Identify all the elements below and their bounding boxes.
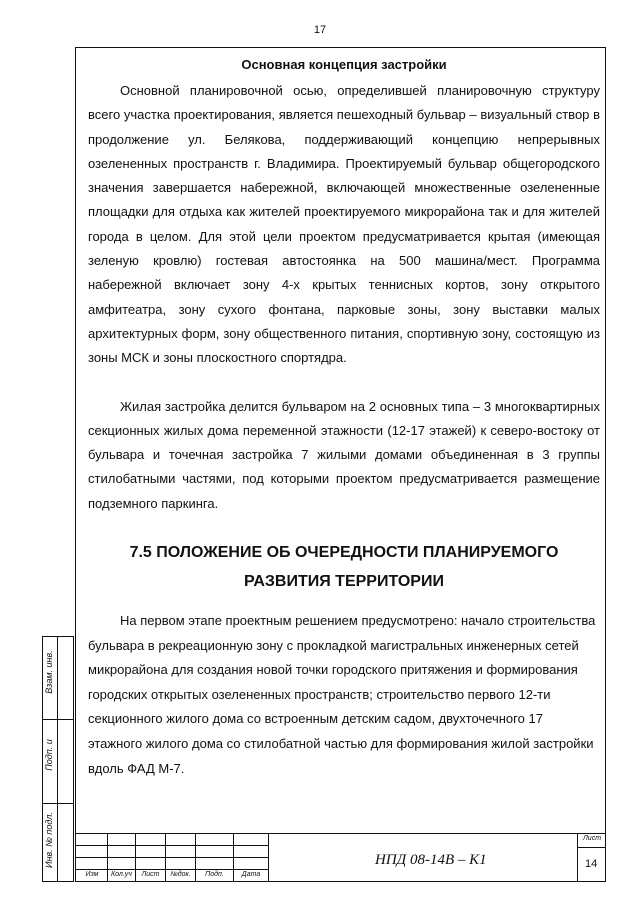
top-page-number: 17 <box>313 24 327 36</box>
section-title-line-1: 7.5 ПОЛОЖЕНИЕ ОБ ОЧЕРЕДНОСТИ ПЛАНИРУЕМОГО <box>129 544 559 562</box>
side-stamp-row-line <box>43 803 73 804</box>
section-title-phasing <box>88 538 600 596</box>
title-block-row-line <box>75 869 268 870</box>
paragraph-housing: Жилая застройка делится бульваром на 2 основных типа – 3 многоквартирных секционных жилых дома переменной этажности (12-17 этажей) к северо-востоку от бульвара и точечная застройка 7 жилыми домами объединенная в 3 группы стилобатными частями, под которыми проектом предусматривается размещение подземного паркинга. <box>88 398 600 511</box>
title-block-border <box>75 833 606 834</box>
document-code: НПД 08-14В – К1 <box>375 852 487 868</box>
title-block-header: Подп. <box>205 871 224 878</box>
side-stamp <box>42 636 74 882</box>
section-title-line-2: РАЗВИТИЯ ТЕРРИТОРИИ <box>244 573 444 591</box>
title-block-header: №док. <box>170 871 191 878</box>
sheet-number: 14 <box>585 858 598 870</box>
sheet-label: Лист <box>583 835 602 842</box>
title-block-col-line <box>577 833 578 882</box>
title-block-row-line <box>75 845 268 846</box>
title-block-header: Изм <box>85 871 99 878</box>
title-block <box>75 833 606 882</box>
side-stamp-row-line <box>43 719 73 720</box>
title-block-header: Лист <box>141 871 160 878</box>
title-block-sheet-line <box>577 847 606 848</box>
title-block-header: Дата <box>241 871 261 878</box>
side-label-replace: Взам. инв. <box>44 650 54 694</box>
title-block-row-line <box>75 857 268 858</box>
paragraph-first-stage: На первом этапе проектным решением предусмотрено: начало строительства бульвара в рекреационную зону с прокладкой магистральных инженерных сетей микрорайона для создания новой точки городского притяжения и формирования городских открытых озелененных пространств; строительство первого 12-ти секционного жилого дома со встроенным детским садом, двухточечного 17 этажного жилого дома со стилобатной частью для формирования жилой застройки вдоль ФАД М-7. <box>88 613 596 776</box>
title-block-col-line <box>268 833 269 882</box>
side-label-signature: Подп. и <box>44 739 54 771</box>
section-title-concept: Основная концепция застройки <box>241 57 447 72</box>
side-stamp-divider <box>57 637 58 881</box>
title-block-header: Кол.уч <box>111 871 132 878</box>
side-label-inventory: Инв. № подл. <box>44 812 54 868</box>
paragraph-concept: Основной планировочной осью, определившей планировочную структуру всего участка проектирования, является пешеходный бульвар – визуальный створ в продолжение ул. Белякова, поддерживающий концепцию непрерывных озелененных пространств г. Владимира. Проектируемый бульвар общегородского значения завершается набережной, включающей множественные озелененные площадки для отдыха как жителей проектируемого микрорайона так и для жителей города в целом. Для этой цели проектом предусматривается крытая (имеющая зеленую кровлю) гостевая автостоянка на 500 машина/мест. Программа набережной включает зону 4-х крытых теннисных кортов, зону открытого амфитеатра, зону сухого фонтана, парковые зоны, зону выставки малых архитектурных форм, зону общественного питания, спортивную зону, состоящую из зоны МСК и зоны плоскостного спортядра. <box>88 83 600 366</box>
main-content <box>88 56 600 781</box>
